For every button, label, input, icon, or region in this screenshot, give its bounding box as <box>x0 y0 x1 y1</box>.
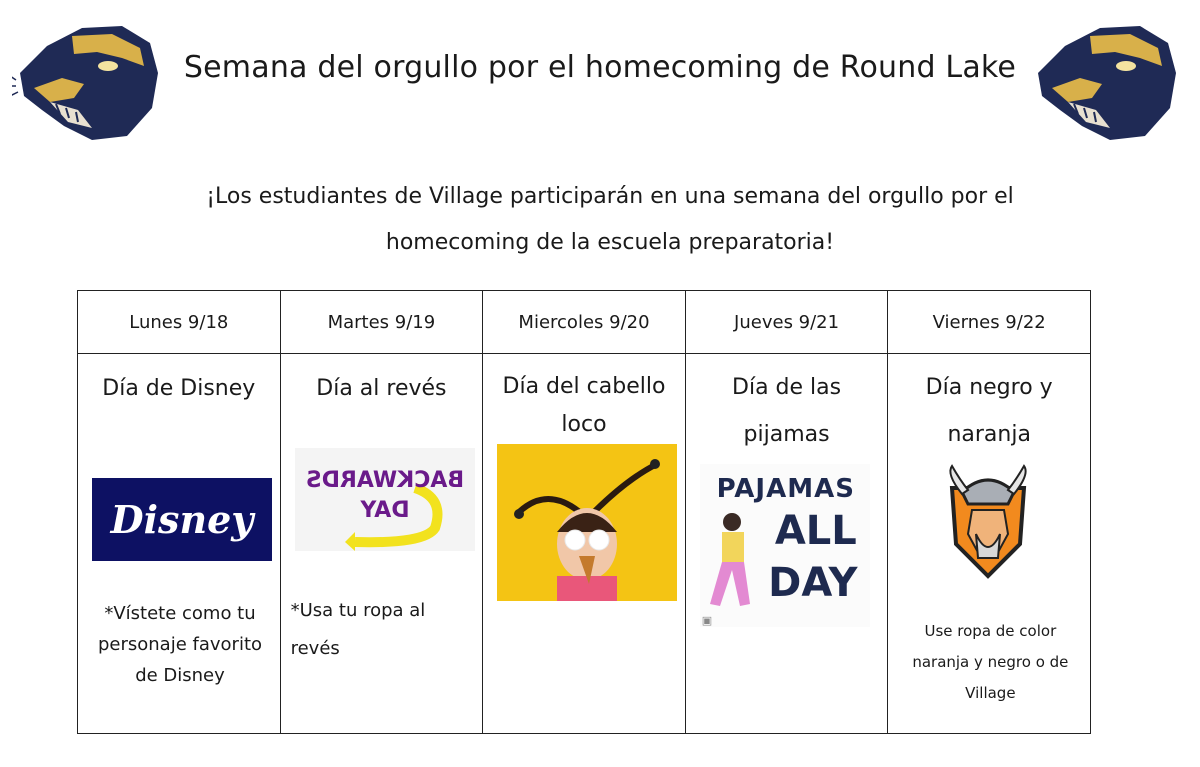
theme-thursday: Día de las pijamas <box>732 375 842 447</box>
pajama-kid-icon <box>704 508 764 618</box>
day-header-thursday: Jueves 9/21 <box>685 291 888 354</box>
day-header-wednesday: Miercoles 9/20 <box>483 291 686 354</box>
day-header-friday: Viernes 9/22 <box>888 291 1091 354</box>
all-word: ALL <box>774 508 857 554</box>
backwards-title: BACKWARDS <box>305 468 464 493</box>
intro-line-2: homecoming de la escuela preparatoria! <box>385 230 835 255</box>
pajamas-word: PAJAMAS <box>716 474 855 504</box>
disney-logo-image <box>92 478 272 561</box>
note-tuesday: *Usa tu ropa al revés <box>290 600 426 659</box>
day-cell-tuesday <box>280 354 483 734</box>
panther-logo-left-icon <box>12 18 162 143</box>
intro-line-1: ¡Los estudiantes de Village participarán en una semana del orgullo por el <box>206 184 1014 209</box>
viking-mascot-icon <box>938 464 1038 584</box>
crazy-hair-photo <box>497 444 677 601</box>
day-word: DAY <box>768 560 858 606</box>
day-cell-thursday <box>685 354 888 734</box>
note-monday: *Vístete como tu personaje favorito de Disney <box>97 603 263 686</box>
crazy-hair-girl-icon <box>497 444 677 601</box>
image-placeholder-icon: ▣ <box>701 614 713 627</box>
theme-tuesday: Día al revés <box>316 376 447 401</box>
intro-text <box>120 174 1100 266</box>
day-header-tuesday: Martes 9/19 <box>280 291 483 354</box>
day-cell-wednesday <box>483 354 686 734</box>
page-title: Semana del orgullo por el homecoming de Round Lake <box>183 50 1017 85</box>
panther-logo-right-icon <box>1030 18 1180 143</box>
table-row-themes <box>78 354 1091 734</box>
theme-wednesday: Día del cabello loco <box>502 374 666 437</box>
day-header-monday: Lunes 9/18 <box>78 291 281 354</box>
backwards-day-word: DAY <box>360 498 410 523</box>
day-cell-friday <box>888 354 1091 734</box>
note-friday: Use ropa de color naranja y negro o de Village <box>912 622 1069 702</box>
pajamas-all-day-image <box>700 464 870 627</box>
day-cell-monday <box>78 354 281 734</box>
spirit-week-table <box>77 290 1091 734</box>
theme-friday: Día negro y naranja <box>925 375 1053 447</box>
theme-monday: Día de Disney <box>102 376 256 401</box>
disney-logo-text: Disney <box>110 497 254 542</box>
table-header-row <box>78 291 1091 354</box>
backwards-day-image <box>295 448 475 551</box>
